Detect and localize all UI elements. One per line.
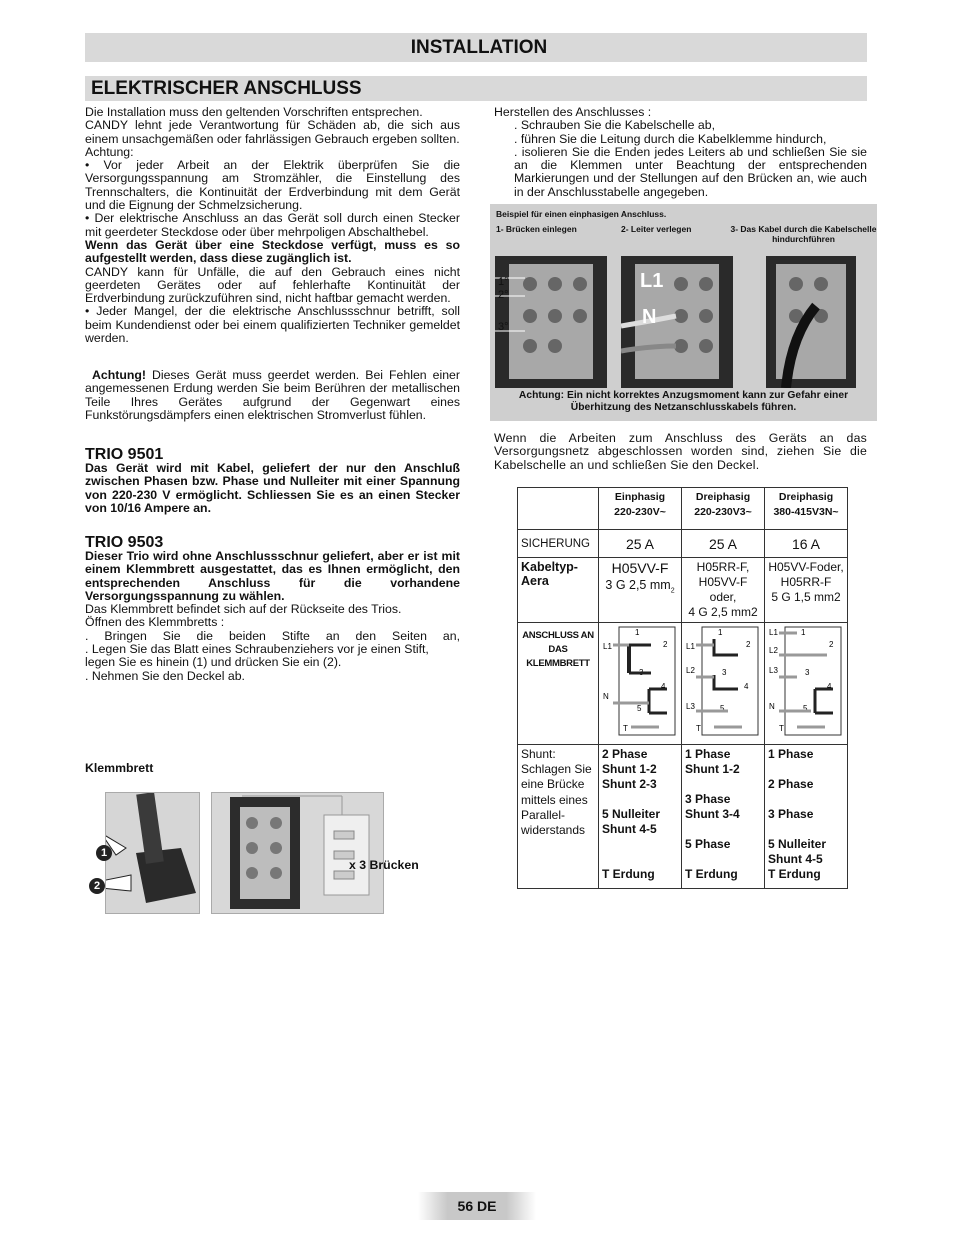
fuse-col2: 25 A [682,530,765,558]
intro-p6: CANDY kann für Unfälle, die auf den Gebrauch eines nicht geerdeten Gerätes oder auf fehlerhafte Kontinuität der Erdverbindung zurückzuführen sind, nicht haftbar gemacht werden. [85,264,460,306]
shunt-col3: 1 Phase 2 Phase 3 Phase 5 Nulleiter Shunt 4-5 T Erdung [765,745,848,889]
svg-text:4: 4 [744,682,749,691]
cable-label: Kabeltyp-Aera [518,558,599,623]
example-photo-3 [766,256,856,388]
svg-text:1: 1 [801,628,806,637]
intro-p5: • Der elektrische Anschluss an das Gerät soll durch einen Stecker mit geerdeter Steckdose oder über mehrpoligen Abschalthebel. [85,211,460,239]
warning-label: Achtung! [92,368,146,382]
svg-text:4: 4 [661,682,666,691]
trio9503-bold: Dieser Trio wird ohne Anschlussschnur geliefert, aber er ist mit einem Klemmbrett ausgestattet, das es Ihnen ermöglicht, den entsprechenden Anschluss für die vorhandene Versorgungsspannung zu wählen. [85,549,460,603]
terminal-diagram-3-svg [767,625,845,737]
trio9503-line1: Das Klemmbrett befindet sich auf der Rückseite des Trios. [85,602,402,617]
terminal-diagram-2-svg [684,625,762,737]
terminal-label: ANSCHLUSS AN DAS KLEMMBRETT [518,623,599,745]
deg-1: 1° [498,276,509,288]
terminal-diagram-1-svg [601,625,679,737]
steps-title: Herstellen des Anschlusses : [494,105,652,119]
step-2: . führen Sie die Leitung durch die Kabelklemme hindurch, [514,131,827,146]
intro-p2: CANDY lehnt jede Verantwortung für Schäden ab, die sich aus einem unsachgemäßen oder fahrlässigen Gebrauch ergeben sollten. [85,118,460,146]
svg-text:N: N [769,702,775,711]
svg-text:T: T [696,724,701,733]
warning-text: Dieses Gerät muss geerdet werden. Bei Fehlen einer angemessenen Erdung werden Sie beim Berühren der metallischen Teile Ihres Gerätes aufgrund der Gegenwart eines Funkstörungsdämpfers einen elektrischen Stromverlust fühlen. [85,368,460,422]
shunt-label: Shunt: Schlagen Sie eine Brücke mittels eines Parallel-widerstands [518,745,599,889]
shunt-col2: 1 Phase Shunt 1-2 3 Phase Shunt 3-4 5 Phase T Erdung [682,745,765,889]
example-warning: Achtung: Ein nicht korrektes Anzugsmoment kann zur Gefahr einer Überhitzung des Netzanschlusskabels führen. [518,390,849,413]
svg-text:L1: L1 [603,642,612,651]
trio9503-line2: Öffnen des Klemmbretts : [85,615,225,630]
svg-text:L2: L2 [686,666,695,675]
deg-3: 3° [498,321,509,333]
svg-text:1: 1 [718,628,723,637]
example-photo-3-illustration [766,256,856,388]
svg-text:5: 5 [637,704,642,713]
bridges-label: x 3 Brücken [349,858,419,872]
svg-text:1: 1 [635,628,640,637]
cable-col2: H05RR-F, H05VV-F oder, 4 G 2,5 mm2 [682,558,765,623]
fuse-col3: 16 A [765,530,848,558]
svg-text:L1: L1 [686,642,695,651]
marker-1: 1 [96,845,112,861]
page-number: 56 DE [418,1192,536,1220]
svg-text:3: 3 [805,668,810,677]
fuse-label: SICHERUNG [518,530,599,558]
terminal-diagram-2 [682,623,765,745]
header-col1: Einphasig 220-230V~ [599,488,682,530]
label-N: N [642,306,657,328]
trio9503-line4: . Legen Sie das Blatt eines Schraubenziehers vor je einen Stift, legen Sie es hinein (1) und drücken Sie ein (2). [85,642,429,670]
intro-bold: Wenn das Gerät über eine Steckdose verfügt, muss es so aufgestellt werden, dass diese zugänglich ist. [85,237,460,266]
svg-text:L2: L2 [769,646,778,655]
connection-table [517,487,848,889]
example-step3: 3- Das Kabel durch die Kabelschelle hindurchführen [730,224,877,244]
deg-2: 2° [498,289,509,301]
svg-text:4: 4 [827,682,832,691]
trio9503-line3: . Bringen Sie die beiden Stifte an den Seiten an, [85,628,460,643]
step-1: . Schrauben Sie die Kabelschelle ab, [514,118,715,133]
svg-text:T: T [779,724,784,733]
svg-text:5: 5 [720,704,725,713]
shunt-col1: 2 Phase Shunt 1-2 Shunt 2-3 5 Nulleiter Shunt 4-5 T Erdung [599,745,682,889]
svg-text:2: 2 [746,640,751,649]
trio9503-block [85,550,460,683]
svg-text:L3: L3 [769,666,778,675]
terminal-block-photo [211,792,384,914]
screwdriver-photo [105,792,200,914]
section-title: ELEKTRISCHER ANSCHLUSS [85,76,867,101]
svg-text:L3: L3 [686,702,695,711]
terminal-block-illustration [212,793,384,914]
example-photo-2-illustration [621,256,733,388]
warning-paragraph [85,369,460,422]
svg-text:T: T [623,724,628,733]
screwdriver-illustration [106,793,200,914]
example-title: Beispiel für einen einphasigen Anschluss. [496,209,667,219]
after-text: Wenn die Arbeiten zum Anschluss des Geräts an das Versorgungsnetz abgeschlossen worden sind, ziehen Sie die Kabelschelle an und schließen Sie den Deckel. [494,431,867,472]
trio9501-text: Das Gerät wird mit Kabel, geliefert der nur den Anschluß zwischen Phasen bzw. Phase und Nulleiter mit einer Spannung von 220-230 V ermöglicht. Schliessen Sie es an einen Stecker von 10/16 Ampere an. [85,461,460,515]
header-col2: Dreiphasig 220-230V3~ [682,488,765,530]
step-3: . isolieren Sie die Enden jedes Leiters ab und schließen Sie sie an die Klemmen unter Beachtung der entsprechenden Markierungen und der Stellungen auf den Brücken an, wie auch in der Anschlusstabelle angegeben. [514,144,867,199]
cable-col3: H05VV-Foder, H05RR-F 5 G 1,5 mm2 [765,558,848,623]
example-step2: 2- Leiter verlegen [621,224,692,234]
svg-text:3: 3 [722,668,727,677]
intro-p1: Die Installation muss den geltenden Vorschriften entsprechen. [85,105,423,119]
trio9503-line5: . Nehmen Sie den Deckel ab. [85,668,245,683]
table-corner [518,488,599,530]
example-photo-1-illustration [495,256,607,388]
svg-text:2: 2 [829,640,834,649]
example-step1: 1- Brücken einlegen [496,224,577,234]
svg-text:5: 5 [803,704,808,713]
trio9503-title: TRIO 9503 [85,534,164,551]
fuse-col1: 25 A [599,530,682,558]
terminal-diagram-3 [765,623,848,745]
marker-2: 2 [89,878,105,894]
trio9501-title: TRIO 9501 [85,446,164,463]
steps-block [494,106,867,199]
header-col3: Dreiphasig 380-415V3N~ [765,488,848,530]
header-title: INSTALLATION [85,33,867,62]
example-panel [490,204,877,421]
terminal-diagram-1 [599,623,682,745]
example-photo-2 [621,256,733,388]
svg-text:2: 2 [663,640,668,649]
intro-p4: • Vor jeder Arbeit an der Elektrik überprüfen Sie die Versorgungsspannung am Stromzähler, die Einstellung des Trennschalters, die Kontinuität der Erdverbindung mit dem Gerät und die Eignung der Schmelzsicherung. [85,158,460,213]
cable-col1: H05VV-F 3 G 2,5 $mm_2$ [599,558,682,623]
label-L1: L1 [640,270,664,292]
svg-text:L1: L1 [769,628,778,637]
intro-p3: Achtung: [85,144,134,159]
klemmbrett-label: Klemmbrett [85,761,154,775]
intro-block [85,106,460,345]
intro-p7: • Jeder Mangel, der die elektrische Anschlussschnur betrifft, soll beim Kundendienst oder bei einem qualifizierten Techniker gemeldet werden. [85,304,460,346]
example-photo-1 [495,256,607,388]
svg-text:N: N [603,692,609,701]
